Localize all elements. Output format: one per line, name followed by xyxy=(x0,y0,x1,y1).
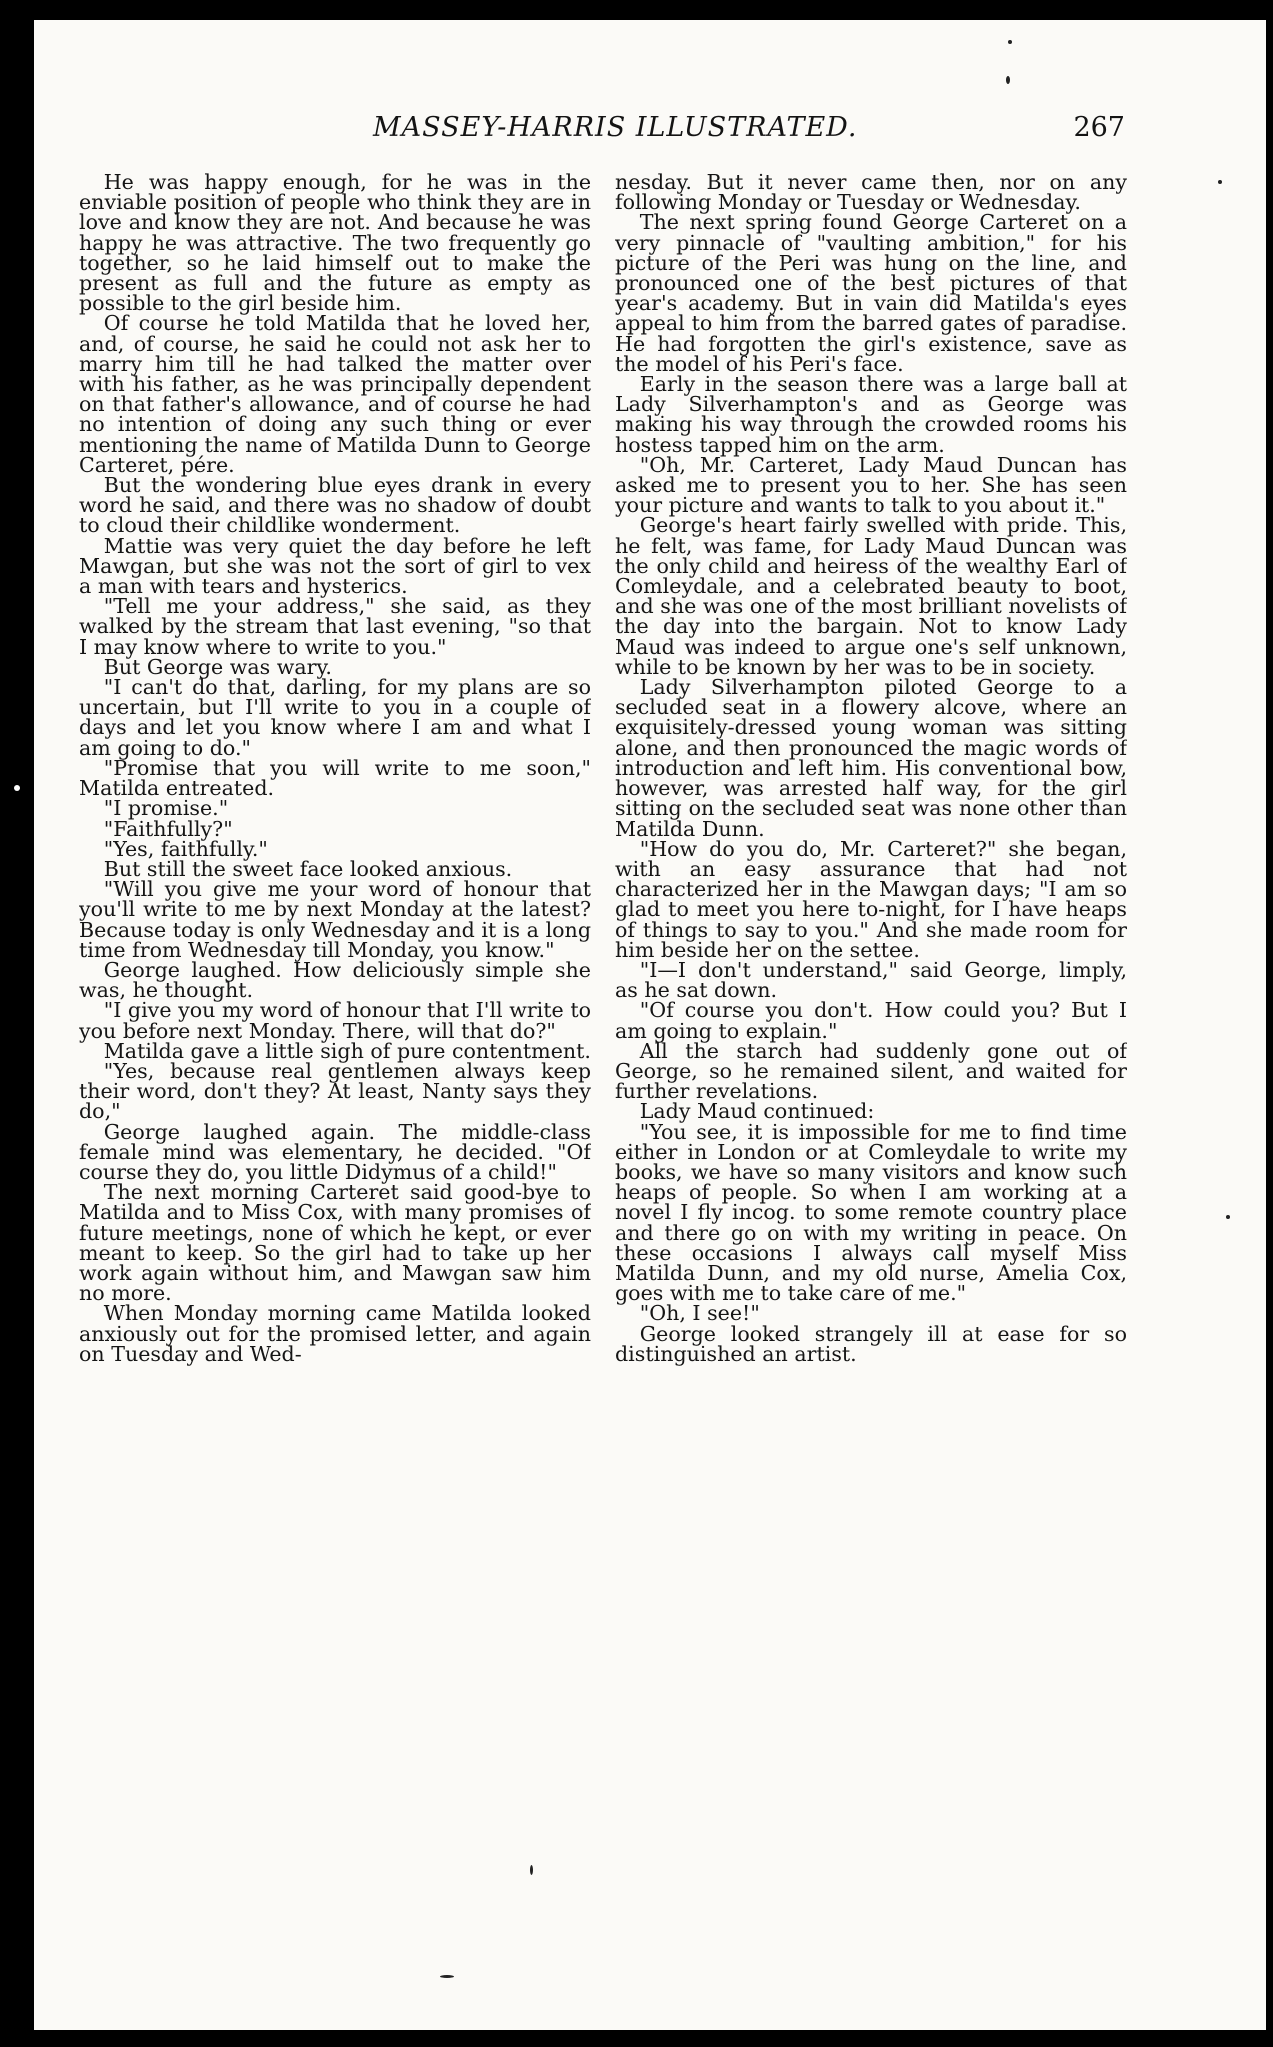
scan-speck xyxy=(440,1975,454,1978)
scan-speck xyxy=(1006,76,1010,84)
scan-speck xyxy=(1226,1215,1230,1219)
paragraph: "I can't do that, darling, for my plans are so uncertain, but I'll write to you in a couple of days and let you know where I am and what I am going to do." xyxy=(79,675,591,760)
paragraph: "Oh, I see!" xyxy=(639,1301,760,1326)
paragraph: "Yes, because real gentlemen always keep their word, don't they? At least, Nanty says they do," xyxy=(79,1058,591,1124)
paragraph: Early in the season there was a large ball at Lady Silverhampton's and as George was making his way through the crowded rooms his hostess tapped him on the arm. xyxy=(615,372,1127,457)
paragraph: "I—I don't understand," said George, limply, as he sat down. xyxy=(615,957,1127,1003)
page-header xyxy=(95,112,1125,152)
paragraph: "Promise that you will write to me soon," Matilda entreated. xyxy=(79,755,591,801)
paragraph-continued: nesday. But it never came then, nor on any following Monday or Tuesday or Wednesday. xyxy=(615,172,1127,215)
paragraph: George looked strangely ill at ease for so distinguished an artist. xyxy=(615,1321,1127,1366)
scan-border-top xyxy=(0,0,1273,20)
paragraph: "I give you my word of honour that I'll write to you before next Monday. There, will that do?" xyxy=(79,998,591,1043)
paragraph: "Tell me your address," she said, as they walked by the stream that last evening, "so that I may know where to write to you." xyxy=(79,594,591,659)
paragraph: The next morning Carteret said good-bye to Matilda and to Miss Cox, with many promises of future meetings, none of which he kept, or ever meant to keep. So the girl had to take up her work again without him, and Mawgan saw him no more. xyxy=(79,1180,591,1306)
paragraph: He was happy enough, for he was in the enviable position of people who think they are in love and know they are not. And because he was happy he was attractive. The two frequently go together, so he laid himself out to make the present as full and the future as empty as possible to the girl beside him. xyxy=(79,172,591,316)
paragraph: Lady Silverhampton piloted George to a secluded seat in a flowery alcove, where an exquisitely-dressed young woman was sitting alone, and then pronounced the magic words of introduction and left him. His conventional bow, however, was arrested half way, for the girl sitting on the secluded seat was none other than Matilda Dunn. xyxy=(615,675,1127,841)
paragraph: George laughed again. The middle-class female mind was elementary, he decided. "Of course they do, you little Didymus of a child!" xyxy=(79,1119,591,1184)
scan-border-left xyxy=(0,0,34,2047)
paragraph: All the starch had suddenly gone out of George, so he remained silent, and waited for further revelations. xyxy=(615,1038,1127,1104)
paragraph: "I promise." xyxy=(103,796,229,821)
scan-speck xyxy=(1218,180,1222,184)
paragraph: Mattie was very quiet the day before he left Mawgan, but she was not the sort of girl to vex a man with tears and hysterics. xyxy=(79,533,591,599)
paragraph: "Yes, faithfully." xyxy=(103,836,268,861)
paragraph: Of course he told Matilda that he loved her, and, of course, he said he could not ask her to marry him till he had talked the matter over with his father, as he was principally dependent on that father's allowance, and of course he had no intention of doing any such thing or ever mentioning the name of Matilda Dunn to George Carteret, pére. xyxy=(79,311,591,477)
paragraph: "Faithfully?" xyxy=(103,816,233,841)
paragraph: Lady Maud continued: xyxy=(639,1099,875,1124)
paragraph: "How do you do, Mr. Carteret?" she began, with an easy assurance that had not characterized her in the Mawgan days; "I am so glad to meet you here to-night, for I have heaps of things to say to you." And she made room for him beside her on the settee. xyxy=(615,836,1127,962)
paragraph: But George was wary. xyxy=(103,654,332,679)
paragraph: When Monday morning came Matilda looked anxiously out for the promised letter, and again on Tuesday and Wed- xyxy=(79,1301,591,1366)
scan-border-bottom xyxy=(0,2030,1273,2047)
left-column xyxy=(79,172,591,1922)
right-column xyxy=(615,172,1127,1922)
paragraph: But still the sweet face looked anxious. xyxy=(103,856,513,881)
paragraph: "You see, it is impossible for me to find time either in London or at Comleydale to write my books, we have so many visitors and know such heaps of people. So when I am working at a novel I fly incog. to some remote country place and there go on with my writing in peace. On these occasions I always call myself Miss Matilda Dunn, and my old nurse, Amelia Cox, goes with me to take care of me." xyxy=(615,1119,1127,1306)
paragraph: George's heart fairly swelled with pride. This, he felt, was fame, for Lady Maud Duncan was the only child and heiress of the wealthy Earl of Comleydale, and a celebrated beauty to boot, and she was one of the most brilliant novelists of the day into the bargain. Not to know Lady Maud was indeed to argue one's self unknown, while to be known by her was to be in society. xyxy=(615,513,1127,679)
scan-speck xyxy=(14,785,20,791)
paragraph: "Of course you don't. How could you? But I am going to explain." xyxy=(615,998,1127,1043)
paragraph: "Oh, Mr. Carteret, Lady Maud Duncan has asked me to present you to her. She has seen your picture and wants to talk to you about it." xyxy=(615,452,1127,518)
paragraph: But the wondering blue eyes drank in every word he said, and there was no shadow of doubt to cloud their childlike wonderment. xyxy=(79,473,591,538)
paragraph: "Will you give me your word of honour that you'll write to me by next Monday at the latest? Because today is only Wednesday and it is a long time from Wednesday till Monday, you know." xyxy=(79,877,591,962)
scan-speck xyxy=(1008,40,1012,44)
page-number: 267 xyxy=(1073,112,1125,143)
scan-border-right xyxy=(1266,0,1273,2047)
paragraph: Matilda gave a little sigh of pure contentment. xyxy=(103,1038,591,1063)
paragraph: George laughed. How deliciously simple she was, he thought. xyxy=(79,957,591,1003)
running-head: MASSEY-HARRIS ILLUSTRATED. xyxy=(373,112,858,143)
paragraph: The next spring found George Carteret on a very pinnacle of "vaulting ambition," for his picture of the Peri was hung on the line, and pronounced one of the best pictures of that year's academy. But in vain did Matilda's eyes appeal to him from the barred gates of paradise. He had forgotten the girl's existence, save as the model of his Peri's face. xyxy=(615,210,1127,376)
